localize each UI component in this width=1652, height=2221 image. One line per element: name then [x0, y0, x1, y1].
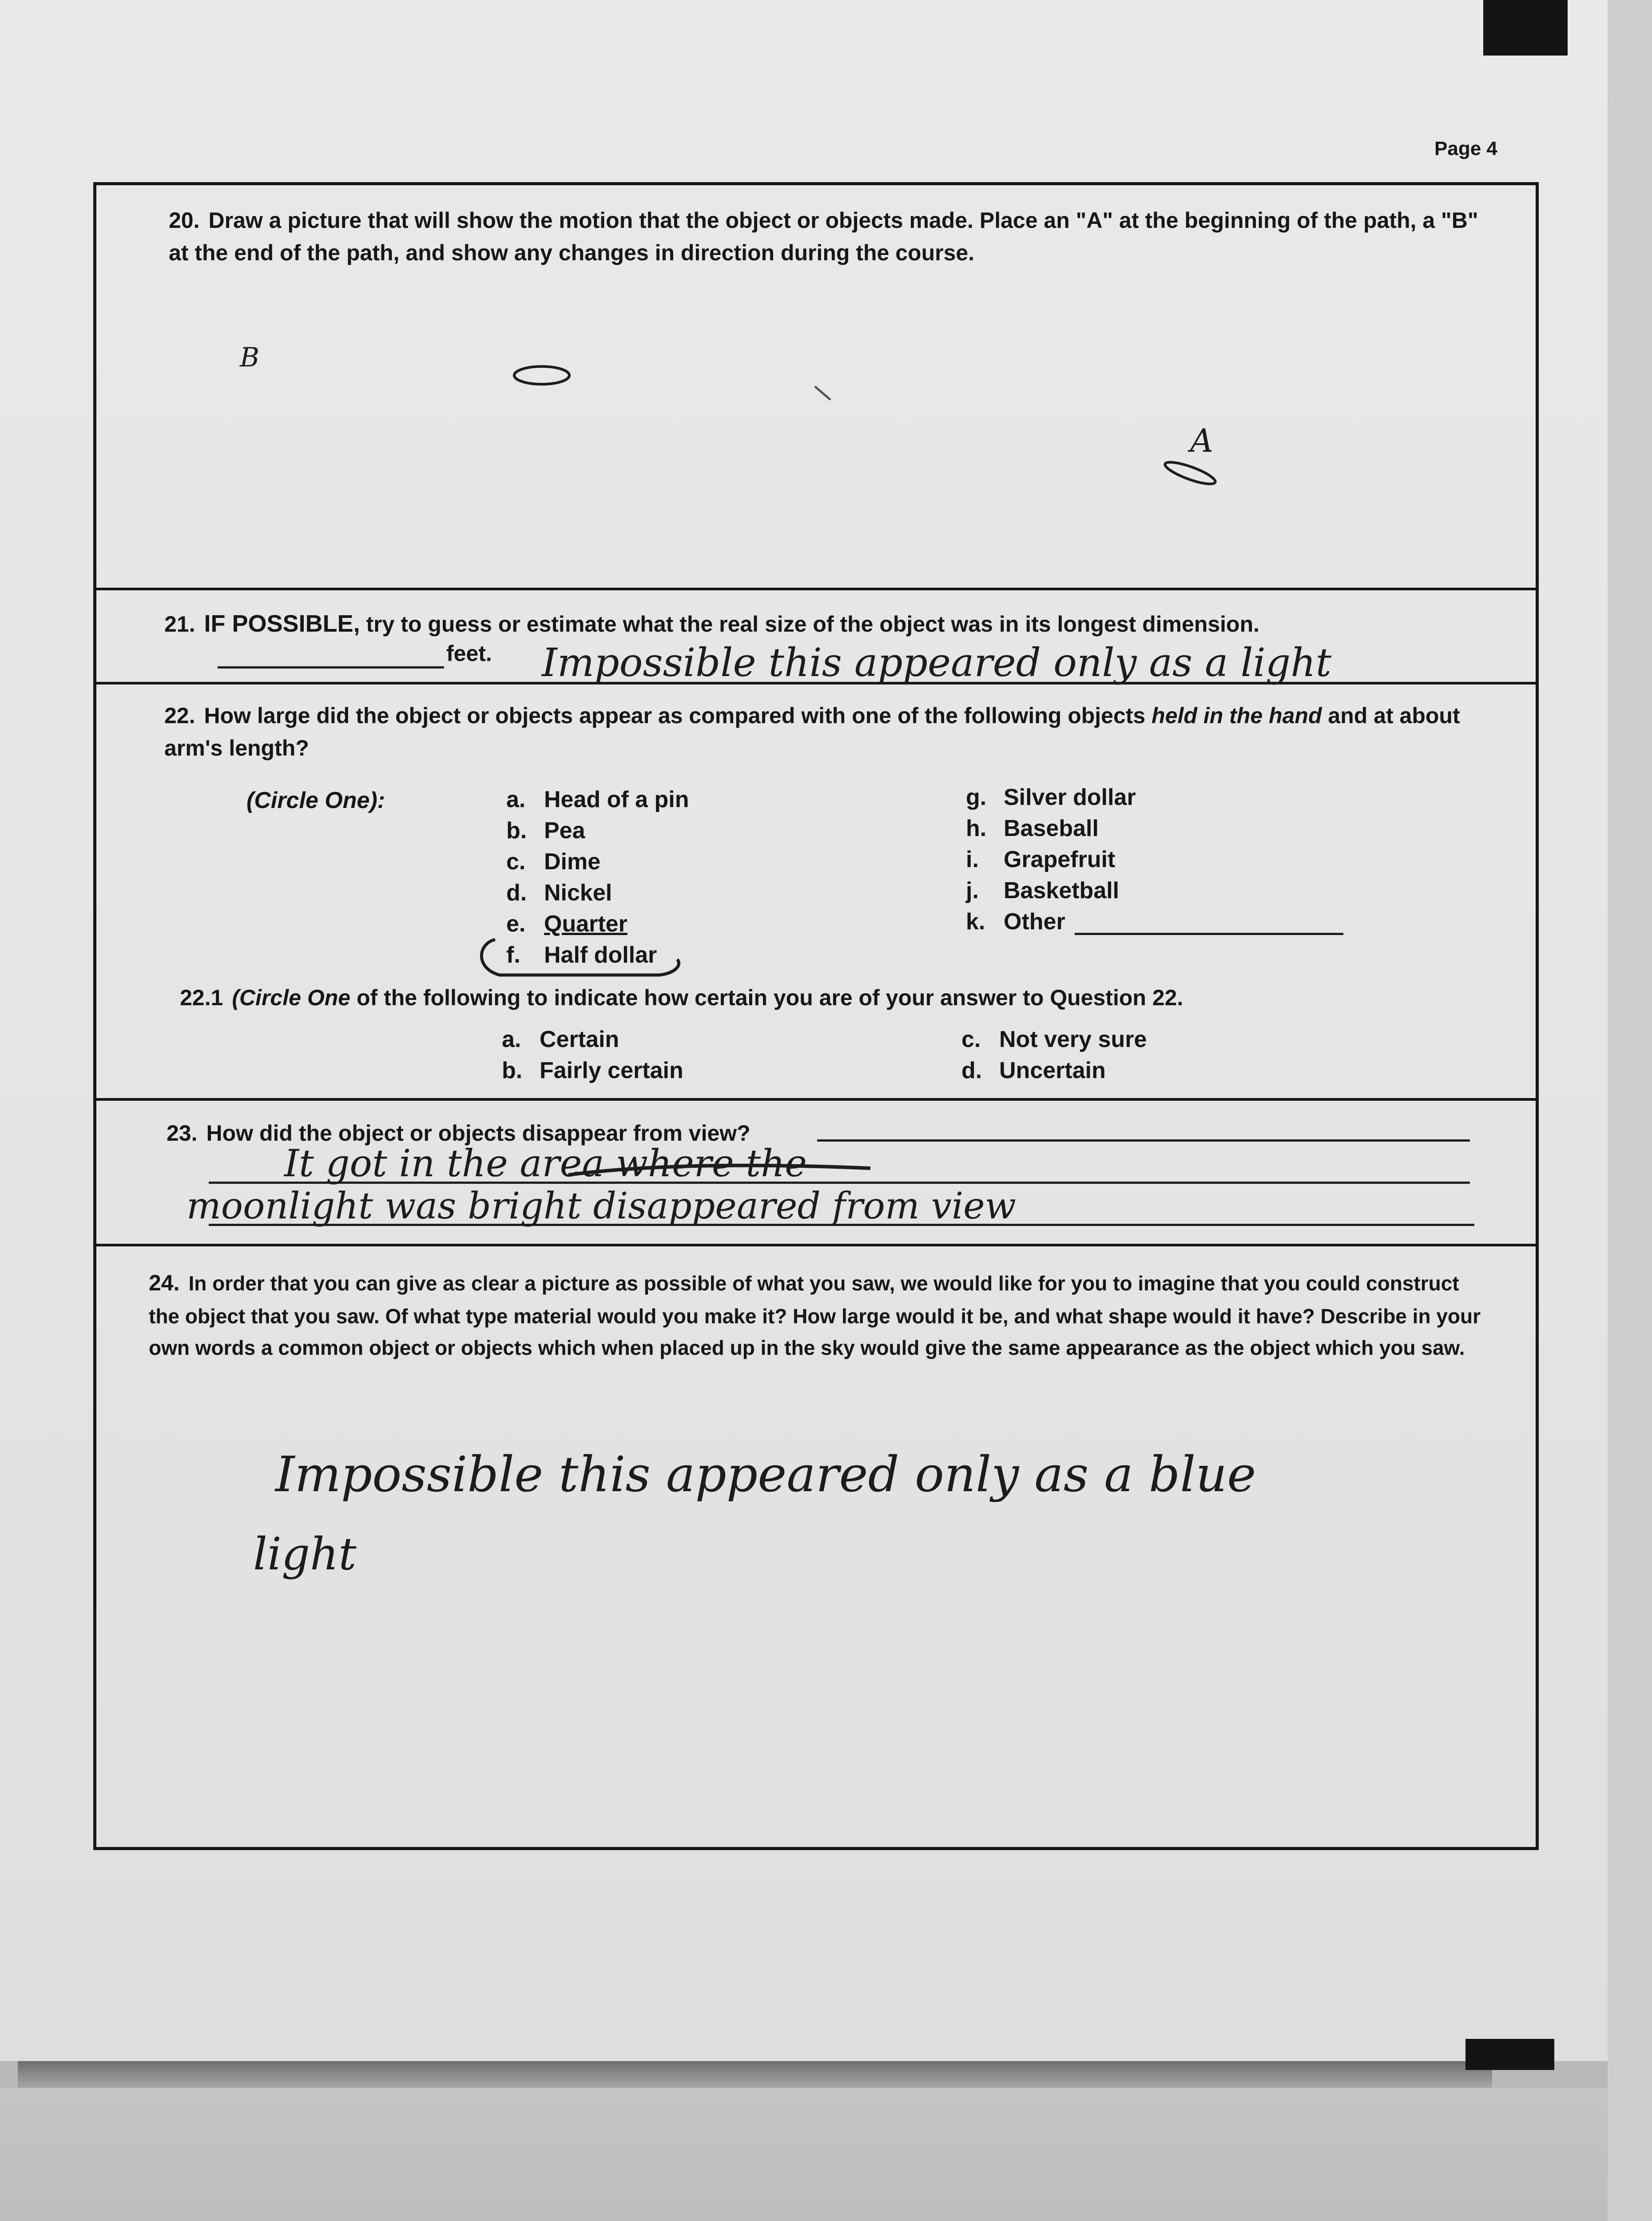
question-21-text: try to guess or estimate what the real size of the object was in its longest dimension. — [366, 612, 1260, 637]
option-h-label: Baseball — [1004, 816, 1099, 841]
form-frame — [93, 182, 1539, 1850]
divider-q20 — [93, 588, 1539, 590]
option-f-label: Half dollar — [544, 942, 657, 968]
certainty-d-label: Uncertain — [999, 1058, 1106, 1083]
option-b[interactable]: b. Pea — [506, 818, 585, 844]
question-21 — [164, 606, 1519, 641]
binder-tab-bottom — [1465, 2039, 1554, 2070]
option-g-label: Silver dollar — [1004, 784, 1136, 810]
question-23-number: 23. — [167, 1121, 198, 1146]
certainty-c[interactable]: c. Not very sure — [961, 1027, 1147, 1052]
question-22-1 — [180, 982, 1512, 1014]
sketch-label-b: B — [240, 342, 260, 373]
option-f[interactable]: f. Half dollar — [506, 942, 657, 968]
question-22-1-text-a: (Circle One — [232, 985, 351, 1010]
option-e-label: Quarter — [544, 911, 627, 937]
question-21-lead: IF POSSIBLE, — [204, 610, 360, 637]
question-21-number: 21. — [164, 612, 195, 637]
disappear-answer-2: moonlight was bright disappeared from view — [187, 1185, 1016, 1227]
option-c[interactable]: c. Dime — [506, 849, 601, 875]
option-d-label: Nickel — [544, 880, 612, 906]
option-j[interactable]: j. Basketball — [966, 878, 1120, 904]
option-c-label: Dime — [544, 849, 601, 875]
appearance-answer-2: light — [253, 1528, 357, 1580]
other-answer-line — [1075, 933, 1343, 935]
sketch-label-a: A — [1190, 422, 1213, 459]
option-d[interactable]: d. Nickel — [506, 880, 612, 906]
option-g[interactable]: g. Silver dollar — [966, 784, 1136, 810]
option-j-label: Basketball — [1004, 878, 1120, 904]
sheet-shadow — [18, 2061, 1492, 2088]
question-20-text: Draw a picture that will show the motion that the object or objects made. Place an "A" at the beginning of the path, a "B" at the end of the path, and show any changes in direction during the course. — [169, 208, 1478, 265]
disappear-line-0 — [817, 1139, 1470, 1142]
option-i[interactable]: i. Grapefruit — [966, 847, 1116, 872]
size-answer-line — [218, 666, 444, 669]
page-number: Page 4 — [1434, 138, 1497, 159]
scanner-bed — [0, 2088, 1652, 2221]
appearance-answer-1: Impossible this appeared only as a blue — [275, 1446, 1256, 1503]
option-a-label: Head of a pin — [544, 787, 689, 812]
question-22-text-c: and at about arm's length? — [164, 703, 1460, 760]
sketch-direction-mark — [813, 384, 839, 411]
question-22-text-a: How large did the object or objects appear as compared with one of the following objects — [204, 703, 1146, 728]
option-b-label: Pea — [544, 818, 585, 844]
option-k[interactable]: k. Other — [966, 909, 1065, 935]
size-unit: feet. — [446, 641, 492, 666]
option-i-label: Grapefruit — [1004, 847, 1116, 872]
option-h[interactable]: h. Baseball — [966, 816, 1099, 841]
certainty-a-label: Certain — [540, 1027, 620, 1052]
question-20-number: 20. — [169, 208, 200, 233]
question-20 — [169, 204, 1483, 269]
question-24 — [149, 1266, 1490, 1364]
disappear-answer-1: It got in the area where the — [284, 1142, 807, 1185]
option-a[interactable]: a. Head of a pin — [506, 787, 689, 812]
binder-tab-top — [1483, 0, 1568, 56]
sketch-object-small — [1155, 458, 1226, 489]
question-22-text-b: held in the hand — [1152, 703, 1322, 728]
circle-one-label: (Circle One): — [246, 788, 385, 813]
certainty-b-label: Fairly certain — [540, 1058, 683, 1083]
question-23-text: How did the object or objects disappear from view? — [206, 1121, 751, 1146]
certainty-c-label: Not very sure — [999, 1027, 1147, 1052]
selection-circle — [469, 933, 691, 982]
certainty-d[interactable]: d. Uncertain — [961, 1058, 1106, 1083]
divider-q23 — [93, 1244, 1539, 1246]
question-24-number: 24. — [149, 1270, 180, 1295]
certainty-b[interactable]: b. Fairly certain — [502, 1058, 683, 1083]
divider-q22 — [93, 1098, 1539, 1101]
size-answer: Impossible this appeared only as a light — [542, 640, 1332, 685]
scan-edge — [1608, 0, 1652, 2221]
question-22-number: 22. — [164, 703, 195, 728]
question-22-1-number: 22.1 — [180, 985, 223, 1010]
sketch-object-outline — [511, 362, 573, 389]
question-22 — [164, 700, 1519, 764]
strikeout-mark — [564, 1155, 875, 1186]
question-22-1-text-b: of the following to indicate how certain you are of your answer to Question 22. — [356, 985, 1183, 1010]
certainty-a[interactable]: a. Certain — [502, 1027, 620, 1052]
question-24-text: In order that you can give as clear a picture as possible of what you saw, we would like for you to imagine that you could construct the object that you saw. Of what type material would you make it? How large would it be, and what shape would it have? Describe in your own words a common object or objects which when placed up in the sky would give the same appearance as the object which you saw. — [149, 1272, 1481, 1359]
option-e[interactable]: e. Quarter — [506, 911, 627, 937]
option-k-label: Other — [1004, 909, 1065, 935]
